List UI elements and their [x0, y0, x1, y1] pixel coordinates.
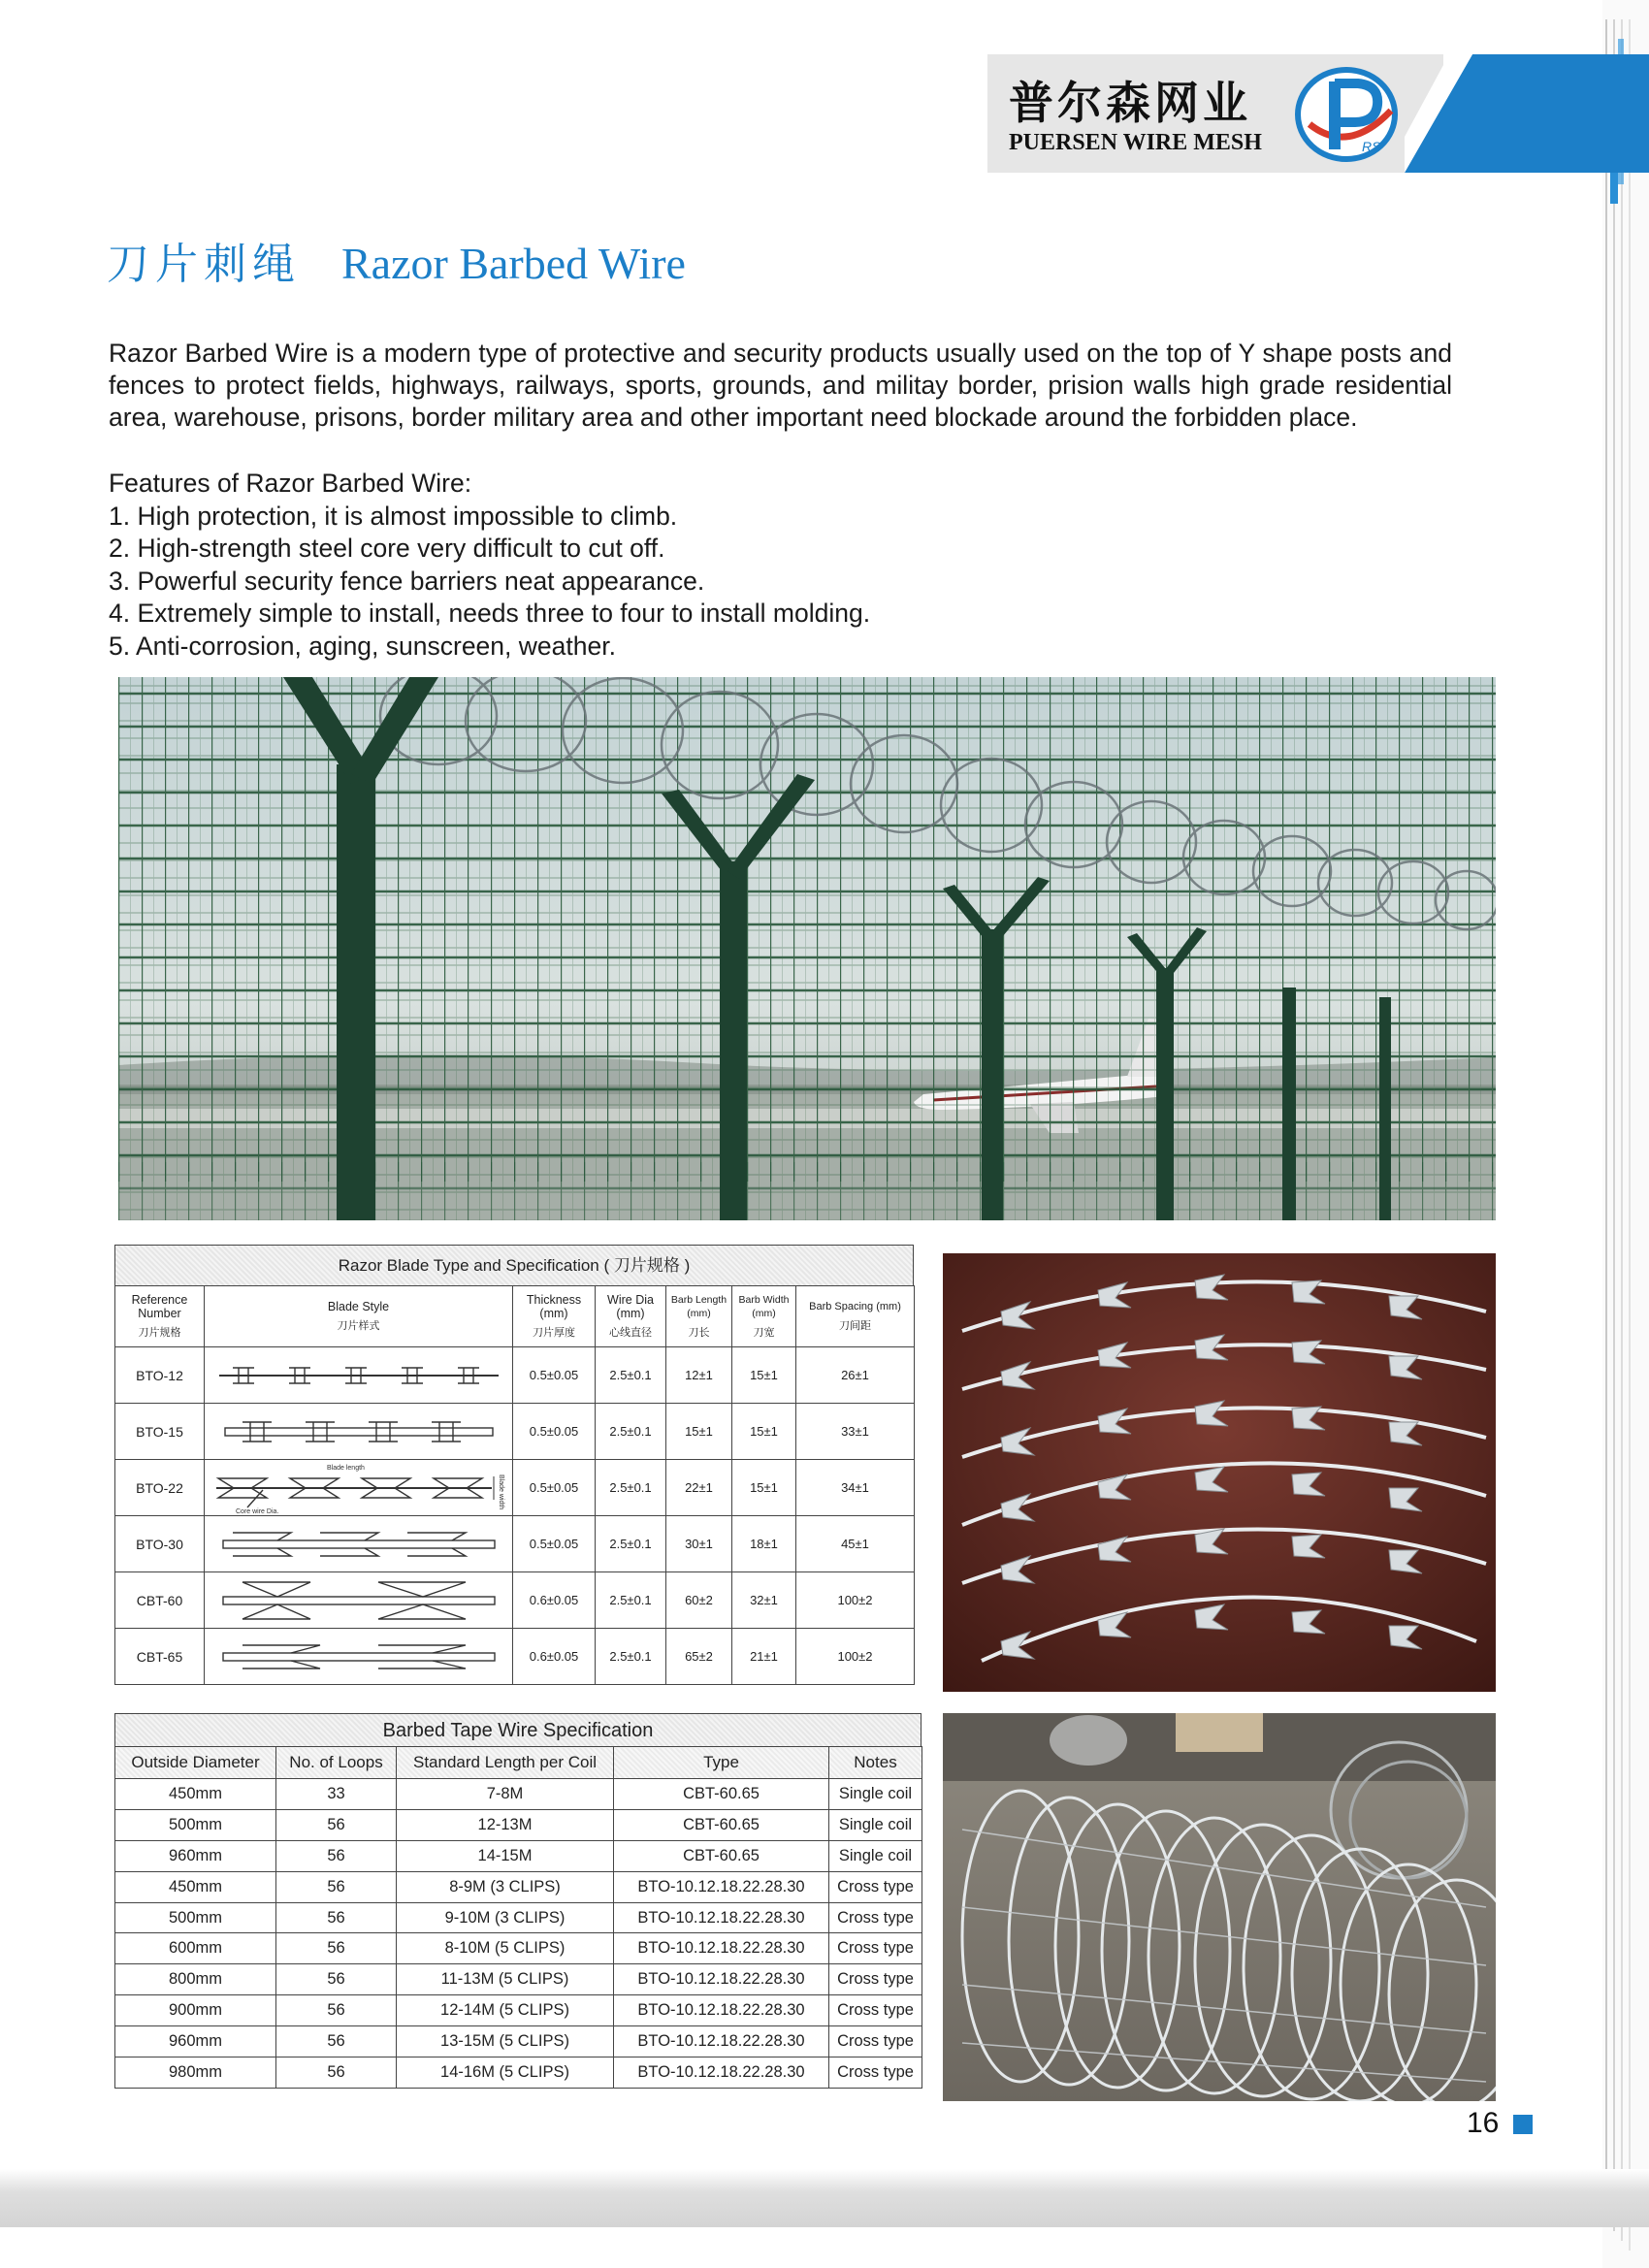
- barb-length: 65±2: [666, 1629, 732, 1685]
- wire-dia: 2.5±0.1: [596, 1572, 666, 1629]
- header-cn: 刀长: [688, 1327, 710, 1339]
- feature-item: 1. High protection, it is almost impossible to climb.: [109, 501, 678, 531]
- ref-number: BTO-15: [115, 1404, 205, 1460]
- standard-length: 12-14M (5 CLIPS): [397, 1995, 614, 2026]
- table-row: [115, 1572, 915, 1629]
- features-list: [109, 468, 1452, 663]
- col-header-blade-style: [205, 1286, 513, 1347]
- notes: Single coil: [829, 1779, 922, 1810]
- blade-style-diagram: [205, 1572, 513, 1629]
- outside-diameter: 960mm: [115, 2026, 276, 2057]
- title-chinese: 刀片刺绳: [107, 240, 301, 289]
- ref-number: CBT-65: [115, 1629, 205, 1685]
- barb-width: 15±1: [732, 1460, 796, 1516]
- loops: 56: [276, 1809, 397, 1840]
- loops: 56: [276, 1933, 397, 1964]
- standard-length: 14-15M: [397, 1840, 614, 1871]
- table-row: [115, 1902, 922, 1933]
- barb-width: 18±1: [732, 1516, 796, 1572]
- table-row: [115, 1460, 915, 1516]
- loops: 56: [276, 2057, 397, 2089]
- barbed-tape-wire-spec-table: [114, 1713, 922, 2091]
- type: BTO-10.12.18.22.28.30: [614, 1995, 829, 2026]
- loops: 56: [276, 1840, 397, 1871]
- notes: Cross type: [829, 1933, 922, 1964]
- outside-diameter: 450mm: [115, 1871, 276, 1902]
- col-header-type: Type: [614, 1747, 829, 1779]
- blade-cbt65-diagram: [213, 1637, 504, 1676]
- loops: 56: [276, 1871, 397, 1902]
- header-en: Barb Width (mm): [738, 1294, 790, 1319]
- barb-length: 22±1: [666, 1460, 732, 1516]
- header-cn: 刀间距: [839, 1320, 871, 1332]
- blade-style-diagram: [205, 1629, 513, 1685]
- loops: 56: [276, 1995, 397, 2026]
- loops: 56: [276, 1902, 397, 1933]
- ref-number: BTO-30: [115, 1516, 205, 1572]
- blade-style-diagram: [205, 1516, 513, 1572]
- notes: Cross type: [829, 2026, 922, 2057]
- col-header-standard-length: Standard Length per Coil: [397, 1747, 614, 1779]
- blade-bto12-diagram: [213, 1356, 504, 1395]
- barb-length: 15±1: [666, 1404, 732, 1460]
- page-number-marker: [1513, 2115, 1533, 2134]
- barb-width: 15±1: [732, 1404, 796, 1460]
- type: BTO-10.12.18.22.28.30: [614, 2026, 829, 2057]
- intro-paragraph: Razor Barbed Wire is a modern type of protective and security products usually used on the top of Y shape posts and fences to protect fields, highways, railways, sports, grounds, and militay border, prision walls high grade residential area, warehouse, prisons, border military area and other important need blockade around the forbidden place.: [109, 339, 1452, 432]
- page-title: [107, 229, 686, 291]
- table-row: [115, 1995, 922, 2026]
- standard-length: 7-8M: [397, 1779, 614, 1810]
- notes: Cross type: [829, 1964, 922, 1995]
- loops: 33: [276, 1779, 397, 1810]
- notes: Cross type: [829, 1902, 922, 1933]
- standard-length: 9-10M (3 CLIPS): [397, 1902, 614, 1933]
- razor-blade-spec-table: [114, 1245, 914, 1679]
- table-row: [115, 1629, 915, 1685]
- barb-length: 12±1: [666, 1347, 732, 1404]
- blade-table: [114, 1285, 915, 1685]
- standard-length: 13-15M (5 CLIPS): [397, 2026, 614, 2057]
- blade-bto30-diagram: [213, 1525, 504, 1564]
- standard-length: 12-13M: [397, 1809, 614, 1840]
- col-header-barb-length: [666, 1286, 732, 1347]
- barb-spacing: 33±1: [796, 1404, 915, 1460]
- col-header-thickness: [513, 1286, 596, 1347]
- col-header-loops: No. of Loops: [276, 1747, 397, 1779]
- feature-item: 3. Powerful security fence barriers neat appearance.: [109, 566, 705, 596]
- barb-length: 30±1: [666, 1516, 732, 1572]
- barb-spacing: 34±1: [796, 1460, 915, 1516]
- title-english: Razor Barbed Wire: [341, 239, 686, 288]
- type: BTO-10.12.18.22.28.30: [614, 1933, 829, 1964]
- table-row: [115, 1871, 922, 1902]
- wire-dia: 2.5±0.1: [596, 1516, 666, 1572]
- header-accent-stripe: [1405, 54, 1649, 173]
- feature-item: 4. Extremely simple to install, needs three to four to install molding.: [109, 599, 871, 628]
- outside-diameter: 450mm: [115, 1779, 276, 1810]
- header-cn: 刀宽: [753, 1327, 775, 1339]
- blade-bto22-diagram: [209, 1461, 509, 1515]
- ref-number: CBT-60: [115, 1572, 205, 1629]
- notes: Single coil: [829, 1840, 922, 1871]
- notes: Cross type: [829, 2057, 922, 2089]
- barb-spacing: 100±2: [796, 1572, 915, 1629]
- outside-diameter: 800mm: [115, 1964, 276, 1995]
- header-en: Thickness (mm): [526, 1293, 582, 1320]
- table-row: [115, 1809, 922, 1840]
- scan-shadow: [0, 2169, 1649, 2227]
- brand-name-english: PUERSEN WIRE MESH: [1009, 130, 1262, 155]
- blade-table-header-row: [115, 1286, 915, 1347]
- blade-style-diagram: [205, 1347, 513, 1404]
- page-number: 16: [1467, 2107, 1500, 2139]
- standard-length: 8-10M (5 CLIPS): [397, 1933, 614, 1964]
- blade-bto15-diagram: [213, 1412, 504, 1451]
- header-en: Barb Spacing (mm): [809, 1301, 901, 1312]
- header-en: Reference Number: [131, 1293, 188, 1320]
- outside-diameter: 500mm: [115, 1902, 276, 1933]
- barb-width: 32±1: [732, 1572, 796, 1629]
- col-header-outside-diameter: Outside Diameter: [115, 1747, 276, 1779]
- brand-header: [987, 54, 1649, 173]
- feature-item: 2. High-strength steel core very difficult to cut off.: [109, 534, 665, 563]
- header-en: Blade Style: [327, 1300, 390, 1313]
- outside-diameter: 500mm: [115, 1809, 276, 1840]
- ref-number: BTO-22: [115, 1460, 205, 1516]
- notes: Cross type: [829, 1871, 922, 1902]
- thickness: 0.5±0.05: [513, 1460, 596, 1516]
- type: BTO-10.12.18.22.28.30: [614, 1871, 829, 1902]
- standard-length: 14-16M (5 CLIPS): [397, 2057, 614, 2089]
- blade-width-label: Blade width: [497, 1474, 504, 1509]
- table-row: [115, 1933, 922, 1964]
- outside-diameter: 960mm: [115, 1840, 276, 1871]
- thickness: 0.5±0.05: [513, 1516, 596, 1572]
- outside-diameter: 980mm: [115, 2057, 276, 2089]
- barb-width: 15±1: [732, 1347, 796, 1404]
- table-row: [115, 1516, 915, 1572]
- wire-dia: 2.5±0.1: [596, 1460, 666, 1516]
- thickness: 0.5±0.05: [513, 1404, 596, 1460]
- ref-number: BTO-12: [115, 1347, 205, 1404]
- type: BTO-10.12.18.22.28.30: [614, 2057, 829, 2089]
- wire-dia: 2.5±0.1: [596, 1629, 666, 1685]
- puersen-logo-icon: [1290, 62, 1405, 165]
- type: BTO-10.12.18.22.28.30: [614, 1964, 829, 1995]
- col-header-barb-width: [732, 1286, 796, 1347]
- table-row: [115, 1347, 915, 1404]
- col-header-wire-dia: [596, 1286, 666, 1347]
- loops: 56: [276, 1964, 397, 1995]
- table-row: [115, 1779, 922, 1810]
- table-row: [115, 1404, 915, 1460]
- table-row: [115, 1964, 922, 1995]
- table-row: [115, 2057, 922, 2089]
- outside-diameter: 900mm: [115, 1995, 276, 2026]
- features-heading: Features of Razor Barbed Wire:: [109, 469, 472, 498]
- blade-table-caption: Razor Blade Type and Specification ( 刀片规格 ): [114, 1245, 914, 1286]
- col-header-notes: Notes: [829, 1747, 922, 1779]
- barb-width: 21±1: [732, 1629, 796, 1685]
- loops: 56: [276, 2026, 397, 2057]
- barb-spacing: 45±1: [796, 1516, 915, 1572]
- header-cn: 刀片规格: [138, 1327, 181, 1339]
- blade-length-label: Blade length: [326, 1464, 365, 1472]
- header-en: Barb Length (mm): [670, 1294, 728, 1319]
- col-header-barb-spacing: [796, 1286, 915, 1347]
- barb-length: 60±2: [666, 1572, 732, 1629]
- tape-table: [114, 1746, 922, 2089]
- razor-wire-coil-photo: [943, 1713, 1496, 2101]
- thickness: 0.6±0.05: [513, 1572, 596, 1629]
- razor-blade-closeup-photo: [943, 1253, 1496, 1692]
- table-row: [115, 1840, 922, 1871]
- type: BTO-10.12.18.22.28.30: [614, 1902, 829, 1933]
- page-stack-edge: [1602, 0, 1649, 2268]
- header-cn: 刀片厚度: [533, 1327, 575, 1339]
- blade-cbt60-diagram: [213, 1576, 504, 1625]
- col-header-ref: [115, 1286, 205, 1347]
- tape-table-header-row: [115, 1747, 922, 1779]
- type: CBT-60.65: [614, 1840, 829, 1871]
- brand-name-chinese: 普尔森网业: [1009, 77, 1251, 129]
- thickness: 0.6±0.05: [513, 1629, 596, 1685]
- feature-item: 5. Anti-corrosion, aging, sunscreen, weather.: [109, 631, 616, 661]
- blade-style-diagram: [205, 1404, 513, 1460]
- header-cn: 刀片样式: [337, 1320, 380, 1332]
- thickness: 0.5±0.05: [513, 1347, 596, 1404]
- header-en: Wire Dia (mm): [607, 1293, 654, 1320]
- barb-spacing: 26±1: [796, 1347, 915, 1404]
- blade-style-diagram: [205, 1460, 513, 1516]
- standard-length: 8-9M (3 CLIPS): [397, 1871, 614, 1902]
- wire-dia: 2.5±0.1: [596, 1404, 666, 1460]
- core-wire-dia-label: Core wire Dia.: [235, 1507, 278, 1515]
- outside-diameter: 600mm: [115, 1933, 276, 1964]
- logo-text: RS: [1362, 139, 1381, 154]
- airport-fence-photo: [118, 677, 1496, 1220]
- type: CBT-60.65: [614, 1809, 829, 1840]
- standard-length: 11-13M (5 CLIPS): [397, 1964, 614, 1995]
- type: CBT-60.65: [614, 1779, 829, 1810]
- tape-table-caption: Barbed Tape Wire Specification: [114, 1713, 922, 1747]
- notes: Cross type: [829, 1995, 922, 2026]
- table-row: [115, 2026, 922, 2057]
- notes: Single coil: [829, 1809, 922, 1840]
- header-cn: 心线直径: [609, 1327, 652, 1339]
- wire-dia: 2.5±0.1: [596, 1347, 666, 1404]
- barb-spacing: 100±2: [796, 1629, 915, 1685]
